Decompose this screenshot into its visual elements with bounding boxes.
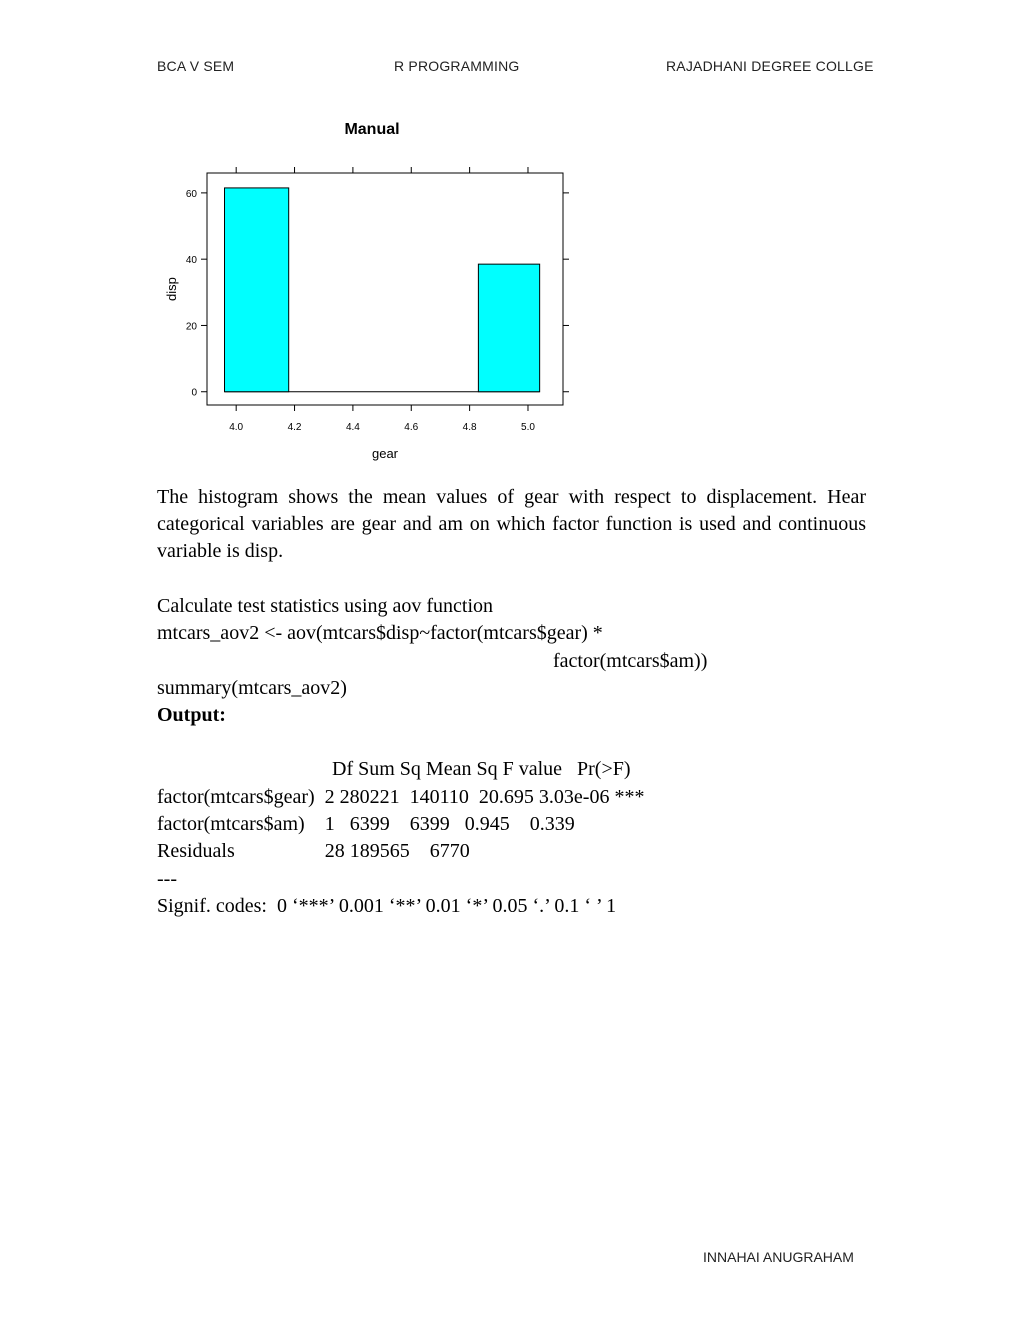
footer-author: INNAHAI ANUGRAHAM [703, 1249, 854, 1265]
separator-line: --- [157, 868, 177, 890]
header-college: RAJADHANI DEGREE COLLGE [666, 58, 874, 74]
anova-row-gear: factor(mtcars$gear) 2 280221 140110 20.695 3.03e-06 *** [157, 786, 645, 808]
anova-row-am: factor(mtcars$am) 1 6399 6399 0.945 0.339 [157, 813, 575, 835]
calc-line: Calculate test statistics using aov function [157, 595, 494, 617]
y-tick-label: 40 [185, 255, 197, 267]
code-line-aov: mtcars_aov2 <- aov(mtcars$disp~factor(mtcars$gear) * [157, 622, 603, 644]
x-tick-label: 4.2 [287, 422, 302, 433]
manual-histogram-chart [150, 110, 580, 470]
code-line-summary: summary(mtcars_aov2) [157, 677, 347, 699]
y-tick-label: 0 [191, 387, 197, 399]
anova-row-residuals: Residuals 28 189565 6770 [157, 840, 470, 862]
anova-table-header: Df Sum Sq Mean Sq F value Pr(>F) [332, 758, 631, 780]
y-tick-label: 20 [185, 321, 197, 333]
paragraph-histogram-description: The histogram shows the mean values of gear with respect to displacement. Hear categorical variables are gear and am on which factor function is used and continuous variable is disp. [157, 486, 866, 562]
x-tick-label: 5.0 [521, 422, 535, 433]
x-tick-label: 4.6 [404, 422, 419, 433]
histogram-bar-1 [225, 188, 289, 392]
chart-title: Manual [344, 121, 400, 138]
header-subject: R PROGRAMMING [394, 58, 520, 74]
x-axis-label: gear [371, 446, 399, 461]
output-label: Output: [157, 704, 226, 726]
x-tick-label: 4.4 [345, 422, 360, 433]
y-axis-label: disp [164, 277, 179, 301]
header-course: BCA V SEM [157, 58, 235, 74]
y-tick-label: 60 [185, 188, 197, 200]
code-line-aov-continued: factor(mtcars$am)) [553, 650, 708, 672]
histogram-bar-2 [478, 264, 539, 392]
x-tick-label: 4.0 [229, 422, 244, 433]
x-tick-label: 4.8 [462, 422, 477, 433]
signif-codes: Signif. codes: 0 ‘***’ 0.001 ‘**’ 0.01 ‘*’ 0.05 ‘.’ 0.1 ‘ ’ 1 [157, 895, 617, 917]
